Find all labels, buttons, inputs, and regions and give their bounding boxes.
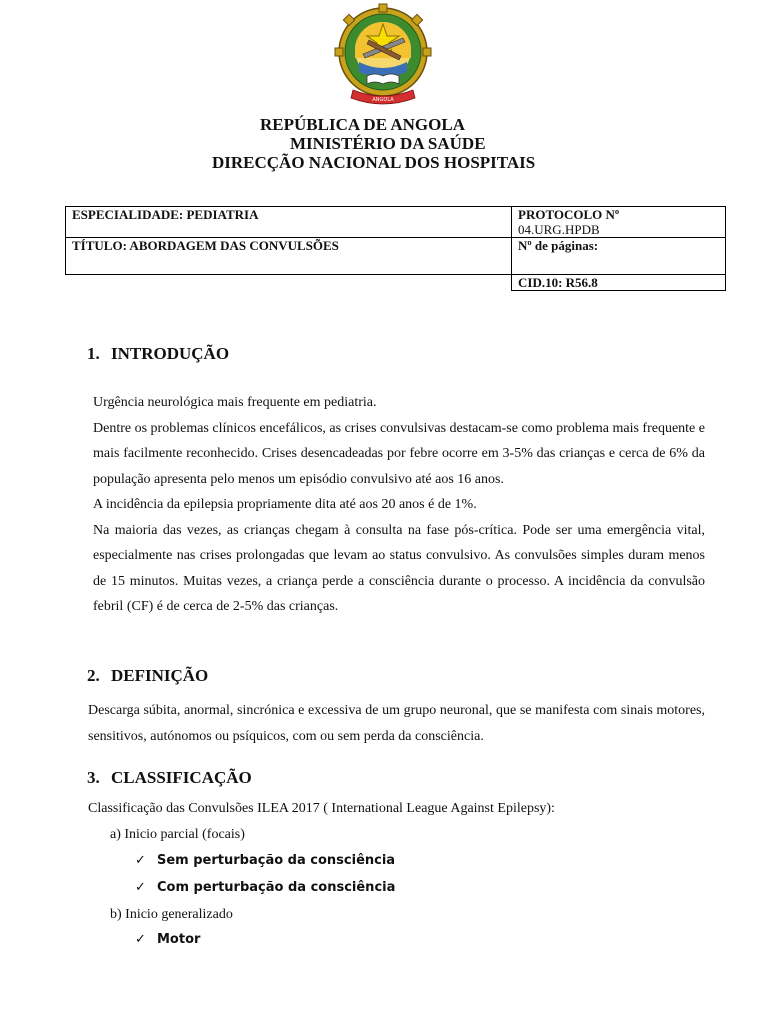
section-number: 1. [87,344,100,363]
intro-paragraph-1: Urgência neurológica mais frequente em pediatria. [93,395,377,410]
section-heading-introducao [87,344,229,364]
list-item-label: Sem perturbação da consciência [157,853,396,868]
protocol-info-table [65,206,726,291]
header-direction: DIRECÇÃO NACIONAL DOS HOSPITAIS [212,153,536,172]
section-title: CLASSIFICAÇÃO [111,768,252,787]
titulo-cell: TÍTULO: ABORDAGEM DAS CONVULSÕES [66,238,512,275]
section-heading-classificacao [87,768,252,788]
list-item-label: Motor [157,932,201,947]
intro-paragraph-2: Dentre os problemas clínicos encefálicos, as crises convulsivas destacam-se como problema mais frequente e mais facilmente reconhecido. Crises desencadeadas por febre ocorre em 3-5% das crianças e cerca de 6% da população apresenta pelo menos um episódio convulsivo até aos 16 anos. [93,420,705,487]
list-item-a2 [135,880,395,895]
protocolo-label: PROTOCOLO Nº [518,207,620,222]
protocolo-cell [512,207,726,238]
list-item-label: Com perturbação da consciência [157,880,396,895]
section-title: INTRODUÇÃO [111,344,230,363]
checkmark-icon: ✓ [135,880,146,895]
section-number: 2. [87,666,100,685]
cid-cell: CID.10: R56.8 [512,275,726,291]
intro-text [93,390,705,620]
intro-paragraph-3: A incidência da epilepsia propriamente dita até aos 20 anos é de 1%. [93,497,477,512]
section-number: 3. [87,768,100,787]
empty-cell [66,275,512,291]
section-title: DEFINIÇÃO [111,666,209,685]
list-item-a1 [135,853,395,868]
table-row [66,238,726,275]
protocolo-value: 04.URG.HPDB [518,222,600,237]
paginas-cell: Nº de páginas: [512,238,726,275]
table-row [66,275,726,291]
definition-paragraph: Descarga súbita, anormal, sincrónica e excessiva de um grupo neuronal, que se manifesta com sinais motores, sensitivos, autónomos ou psíquicos, com ou sem perda da consciência. [88,703,705,744]
especialidade-cell: ESPECIALIDADE: PEDIATRIA [66,207,512,238]
emblem-ribbon-text: ANGOLA [372,97,394,103]
section-heading-definicao [87,666,208,686]
table-row [66,207,726,238]
header-ministry: MINISTÉRIO DA SAÚDE [290,134,486,153]
list-item-b: b) Inicio generalizado [110,907,233,922]
header-republic: REPÚBLICA DE ANGOLA [260,115,465,134]
checkmark-icon: ✓ [135,932,146,947]
checkmark-icon: ✓ [135,853,146,868]
classification-intro: Classificação das Convulsões ILEA 2017 ( International League Against Epilepsy): [88,801,555,816]
definition-text [88,698,705,749]
list-item-b1 [135,932,200,947]
intro-paragraph-4: Na maioria das vezes, as crianças chegam à consulta na fase pós-crítica. Pode ser uma emergência vital, especialmente nas crises prolongadas que levam ao status convulsivo. As convulsões simples duram menos de 15 minutos. Muitas vezes, a criança perde a consciência durante o processo. A incidência da convulsão febril (CF) é de cerca de 2-5% das crianças. [93,522,705,614]
angola-coat-of-arms-emblem [331,2,435,110]
list-item-a: a) Inicio parcial (focais) [110,827,245,842]
